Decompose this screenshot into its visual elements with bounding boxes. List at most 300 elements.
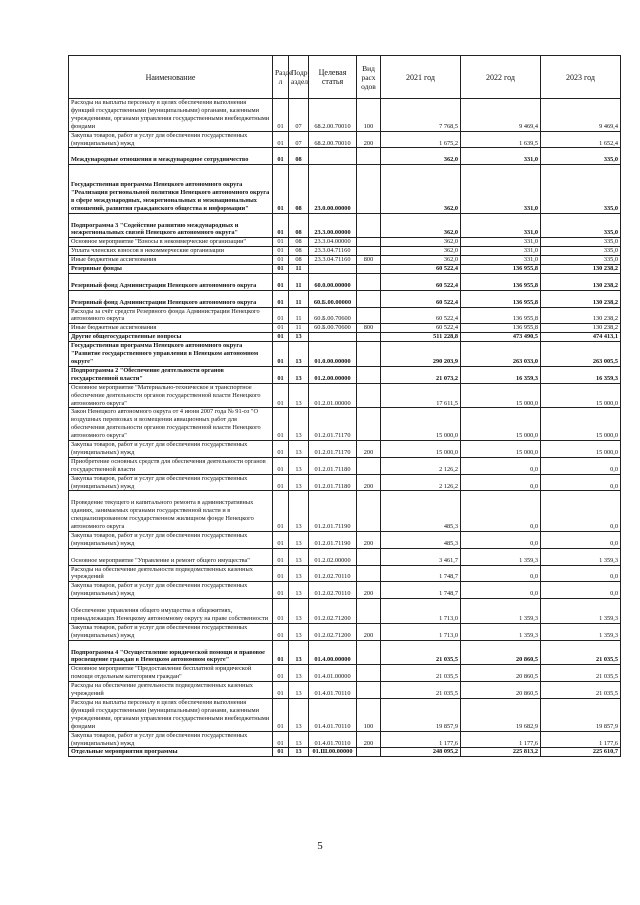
row-podrazdel: 13	[289, 565, 309, 582]
row-podrazdel: 13	[289, 531, 309, 548]
row-target-article: 01.4.00.00000	[309, 640, 357, 665]
table-row	[69, 623, 621, 640]
table-row	[69, 148, 621, 165]
row-value-2022: 0,0	[461, 491, 541, 532]
row-target-article: 01.2.02.70110	[309, 565, 357, 582]
row-expense-type	[357, 165, 381, 213]
row-podrazdel: 13	[289, 748, 309, 757]
row-value-2022: 263 033,0	[461, 342, 541, 367]
row-razdel: 01	[273, 383, 289, 408]
row-value-2022: 20 860,5	[461, 682, 541, 699]
row-podrazdel: 08	[289, 238, 309, 247]
row-value-2023: 15 000,0	[541, 383, 621, 408]
row-value-2022: 1 639,5	[461, 131, 541, 148]
row-value-2022: 15 000,0	[461, 408, 541, 441]
table-row	[69, 383, 621, 408]
row-name: Обеспечение управления общего имущества в общежитиях, принадлежащих Ненецкому автономному округу на праве собственности	[69, 599, 273, 624]
row-name: Подпрограмма 4 "Осуществление юридической помощи и правовое просвещение граждан в Ненецком автономном округе"	[69, 640, 273, 665]
row-target-article: 01.2.01.71170	[309, 408, 357, 441]
row-expense-type	[357, 640, 381, 665]
row-target-article: 68.2.00.70010	[309, 99, 357, 132]
row-value-2022: 0,0	[461, 457, 541, 474]
row-target-article: 23.0.00.00000	[309, 165, 357, 213]
row-value-2023: 263 005,5	[541, 342, 621, 367]
row-value-2022: 1 177,6	[461, 731, 541, 748]
row-value-2021: 2 126,2	[381, 457, 461, 474]
row-razdel: 01	[273, 366, 289, 383]
row-value-2021: 60 522,4	[381, 307, 461, 324]
row-expense-type: 200	[357, 531, 381, 548]
table-row	[69, 457, 621, 474]
row-name: Резервный фонд Администрации Ненецкого автономного округа	[69, 290, 273, 307]
row-podrazdel: 13	[289, 408, 309, 441]
row-name: Основное мероприятие "Материально-техническое и транспортное обеспечение деятельности органов государственной власти Ненецкого автономного округа"	[69, 383, 273, 408]
row-razdel: 01	[273, 290, 289, 307]
row-name: Расходы на выплаты персоналу в целях обеспечения выполнения функций государственными (муниципальными) органами, казенными учреждениями, органами управления государственными внебюджетными фондами	[69, 699, 273, 732]
row-razdel: 01	[273, 247, 289, 256]
row-razdel: 01	[273, 99, 289, 132]
table-row	[69, 699, 621, 732]
table-row	[69, 665, 621, 682]
row-value-2022: 15 000,0	[461, 441, 541, 458]
row-razdel: 01	[273, 474, 289, 491]
row-podrazdel: 13	[289, 441, 309, 458]
row-podrazdel: 13	[289, 548, 309, 565]
row-value-2023: 335,0	[541, 238, 621, 247]
row-razdel: 01	[273, 342, 289, 367]
row-expense-type	[357, 342, 381, 367]
row-target-article: 01.2.02.71200	[309, 623, 357, 640]
row-target-article: 01.4.01.00000	[309, 665, 357, 682]
row-name: Расходы на обеспечение деятельности подведомственных казенных учреждений	[69, 682, 273, 699]
row-target-article: 60.Б.00.00000	[309, 290, 357, 307]
row-target-article: 68.2.00.70010	[309, 131, 357, 148]
row-value-2021: 1 713,0	[381, 623, 461, 640]
row-razdel: 01	[273, 213, 289, 238]
row-expense-type	[357, 665, 381, 682]
table-row	[69, 342, 621, 367]
row-expense-type: 100	[357, 699, 381, 732]
row-value-2021: 362,0	[381, 213, 461, 238]
table-row	[69, 290, 621, 307]
table-row	[69, 238, 621, 247]
page-number: 5	[317, 840, 323, 852]
row-podrazdel: 11	[289, 324, 309, 333]
row-razdel: 01	[273, 548, 289, 565]
row-expense-type: 200	[357, 441, 381, 458]
row-target-article: 01.2.02.00000	[309, 548, 357, 565]
row-value-2021: 15 000,0	[381, 408, 461, 441]
row-razdel: 01	[273, 665, 289, 682]
row-name: Расходы на обеспечение деятельности подведомственных казенных учреждений	[69, 565, 273, 582]
row-value-2022: 225 813,2	[461, 748, 541, 757]
header-expense-type: Вид расх одов	[357, 56, 381, 99]
row-razdel: 01	[273, 307, 289, 324]
row-value-2023: 9 469,4	[541, 99, 621, 132]
row-razdel: 01	[273, 441, 289, 458]
table-row	[69, 441, 621, 458]
row-name: Основное мероприятие "Предоставление бесплатной юридической помощи отдельным категориям граждан"	[69, 665, 273, 682]
row-expense-type: 800	[357, 324, 381, 333]
row-name: Государственная программа Ненецкого автономного округа "Развитие государственного управления в Ненецком автономном округе"	[69, 342, 273, 367]
row-value-2023: 21 035,5	[541, 682, 621, 699]
row-podrazdel: 08	[289, 213, 309, 238]
row-value-2021: 290 203,9	[381, 342, 461, 367]
row-value-2023: 130 238,2	[541, 273, 621, 290]
row-name: Государственная программа Ненецкого автономного округа "Реализация региональной политики Ненецкого автономного округа в сфере международных, межрегиональных и межнациональных отношений, развития гражданского общества и информации"	[69, 165, 273, 213]
row-value-2022: 136 955,8	[461, 324, 541, 333]
row-razdel: 01	[273, 599, 289, 624]
row-value-2021: 60 522,4	[381, 265, 461, 274]
row-podrazdel: 11	[289, 273, 309, 290]
row-razdel: 01	[273, 640, 289, 665]
row-expense-type	[357, 265, 381, 274]
row-value-2023: 0,0	[541, 474, 621, 491]
row-expense-type	[357, 682, 381, 699]
row-name: Уплата членских взносов в некоммерческие организации	[69, 247, 273, 256]
row-value-2022: 331,0	[461, 238, 541, 247]
row-razdel: 01	[273, 165, 289, 213]
row-target-article: 01.4.01.70110	[309, 699, 357, 732]
row-value-2022: 136 955,8	[461, 265, 541, 274]
row-value-2021: 485,3	[381, 491, 461, 532]
table-row	[69, 265, 621, 274]
table-row	[69, 408, 621, 441]
row-target-article: 01.2.01.00000	[309, 383, 357, 408]
row-value-2021: 7 768,5	[381, 99, 461, 132]
row-value-2023: 0,0	[541, 491, 621, 532]
row-razdel: 01	[273, 265, 289, 274]
row-podrazdel: 13	[289, 682, 309, 699]
row-expense-type: 800	[357, 256, 381, 265]
table-row	[69, 333, 621, 342]
row-value-2021: 17 611,5	[381, 383, 461, 408]
row-target-article: 23.3.04.71160	[309, 256, 357, 265]
row-razdel: 01	[273, 731, 289, 748]
row-value-2023: 1 359,3	[541, 548, 621, 565]
row-podrazdel: 13	[289, 599, 309, 624]
row-name: Подпрограмма 2 "Обеспечение деятельности органов государственной власти"	[69, 366, 273, 383]
row-expense-type	[357, 366, 381, 383]
row-expense-type: 200	[357, 731, 381, 748]
row-podrazdel: 13	[289, 582, 309, 599]
table-row	[69, 99, 621, 132]
row-value-2023: 1 359,3	[541, 599, 621, 624]
row-value-2023: 21 035,5	[541, 640, 621, 665]
row-value-2022: 1 359,3	[461, 599, 541, 624]
row-value-2021: 1 748,7	[381, 565, 461, 582]
row-value-2023: 130 238,2	[541, 265, 621, 274]
header-year-2023: 2023 год	[541, 56, 621, 99]
row-expense-type: 100	[357, 99, 381, 132]
row-value-2023: 0,0	[541, 565, 621, 582]
row-name: Закупка товаров, работ и услуг для обеспечения государственных (муниципальных) нужд	[69, 582, 273, 599]
row-name: Приобретение основных средств для обеспечения деятельности органов государственной власти	[69, 457, 273, 474]
row-razdel: 01	[273, 623, 289, 640]
row-name: Закупка товаров, работ и услуг для обеспечения государственных (муниципальных) нужд	[69, 131, 273, 148]
row-name: Расходы за счёт средств Резервного фонда Администрации Ненецкого автономного округа	[69, 307, 273, 324]
table-header-row	[69, 56, 621, 99]
row-target-article: 01.2.02.71200	[309, 599, 357, 624]
row-target-article: 60.0.00.00000	[309, 273, 357, 290]
row-value-2021: 1 675,2	[381, 131, 461, 148]
header-name: Наименование	[69, 56, 273, 99]
row-expense-type	[357, 408, 381, 441]
row-razdel: 01	[273, 131, 289, 148]
row-target-article: 01.2.01.71190	[309, 531, 357, 548]
row-razdel: 01	[273, 408, 289, 441]
row-name: Резервный фонд Администрации Ненецкого автономного округа	[69, 273, 273, 290]
row-target-article: 23.3.04.71160	[309, 247, 357, 256]
row-name: Закупка товаров, работ и услуг для обеспечения государственных (муниципальных) нужд	[69, 474, 273, 491]
row-name: Международные отношения и международное сотрудничество	[69, 148, 273, 165]
row-podrazdel: 13	[289, 623, 309, 640]
row-razdel: 01	[273, 531, 289, 548]
table-row	[69, 307, 621, 324]
row-value-2022: 136 955,8	[461, 273, 541, 290]
table-row	[69, 531, 621, 548]
row-value-2021: 362,0	[381, 247, 461, 256]
row-expense-type	[357, 383, 381, 408]
row-razdel: 01	[273, 565, 289, 582]
row-razdel: 01	[273, 333, 289, 342]
row-value-2022: 0,0	[461, 531, 541, 548]
row-expense-type	[357, 748, 381, 757]
row-value-2021: 19 857,9	[381, 699, 461, 732]
table-row	[69, 324, 621, 333]
row-podrazdel: 11	[289, 307, 309, 324]
row-podrazdel: 08	[289, 247, 309, 256]
row-razdel: 01	[273, 256, 289, 265]
row-target-article	[309, 333, 357, 342]
row-razdel: 01	[273, 682, 289, 699]
table-row	[69, 273, 621, 290]
row-podrazdel: 13	[289, 383, 309, 408]
table-row	[69, 474, 621, 491]
row-podrazdel: 13	[289, 457, 309, 474]
row-razdel: 01	[273, 238, 289, 247]
row-value-2022: 16 359,3	[461, 366, 541, 383]
row-value-2023: 16 359,3	[541, 366, 621, 383]
row-razdel: 01	[273, 273, 289, 290]
row-value-2021: 248 095,2	[381, 748, 461, 757]
row-value-2023: 130 238,2	[541, 290, 621, 307]
row-expense-type	[357, 565, 381, 582]
row-name: Проведение текущего и капитального ремонта в административных зданиях, занимаемых органами государственной власти и в специализированном государственном жилищном фонде Ненецкого автономного округа	[69, 491, 273, 532]
row-value-2023: 335,0	[541, 148, 621, 165]
row-value-2022: 1 359,3	[461, 548, 541, 565]
row-value-2021: 1 177,6	[381, 731, 461, 748]
table-row	[69, 548, 621, 565]
row-name: Отдельные мероприятия программы	[69, 748, 273, 757]
row-value-2021: 21 073,2	[381, 366, 461, 383]
row-target-article: 01.4.01.70110	[309, 731, 357, 748]
row-expense-type	[357, 491, 381, 532]
row-value-2022: 0,0	[461, 474, 541, 491]
row-value-2021: 1 713,0	[381, 599, 461, 624]
row-podrazdel: 13	[289, 640, 309, 665]
header-year-2021: 2021 год	[381, 56, 461, 99]
header-podrazdel: Подр аздел	[289, 56, 309, 99]
row-value-2021: 21 035,5	[381, 640, 461, 665]
row-razdel: 01	[273, 148, 289, 165]
row-value-2022: 331,0	[461, 256, 541, 265]
row-value-2023: 21 035,5	[541, 665, 621, 682]
table-row	[69, 256, 621, 265]
row-value-2021: 485,3	[381, 531, 461, 548]
row-value-2021: 21 035,5	[381, 682, 461, 699]
row-expense-type	[357, 457, 381, 474]
row-podrazdel: 13	[289, 333, 309, 342]
row-podrazdel: 13	[289, 665, 309, 682]
table-row	[69, 731, 621, 748]
row-name: Резервные фонды	[69, 265, 273, 274]
row-value-2022: 136 955,8	[461, 290, 541, 307]
table-row	[69, 491, 621, 532]
table-row	[69, 582, 621, 599]
row-value-2023: 0,0	[541, 531, 621, 548]
row-razdel: 01	[273, 699, 289, 732]
row-value-2021: 362,0	[381, 165, 461, 213]
row-value-2021: 362,0	[381, 148, 461, 165]
row-podrazdel: 08	[289, 165, 309, 213]
row-value-2023: 1 177,6	[541, 731, 621, 748]
table-body	[69, 99, 621, 757]
row-value-2022: 20 860,5	[461, 665, 541, 682]
row-podrazdel: 07	[289, 99, 309, 132]
table-row	[69, 640, 621, 665]
row-value-2022: 331,0	[461, 148, 541, 165]
row-name: Основное мероприятие "Управление и ремонт общего имущества"	[69, 548, 273, 565]
row-target-article: 23.3.04.00000	[309, 238, 357, 247]
row-value-2021: 21 035,5	[381, 665, 461, 682]
row-value-2022: 331,0	[461, 213, 541, 238]
row-value-2023: 15 000,0	[541, 408, 621, 441]
row-podrazdel: 11	[289, 265, 309, 274]
table-row	[69, 366, 621, 383]
header-year-2022: 2022 год	[461, 56, 541, 99]
row-value-2022: 20 860,5	[461, 640, 541, 665]
row-razdel: 01	[273, 324, 289, 333]
row-expense-type	[357, 213, 381, 238]
row-podrazdel: 13	[289, 366, 309, 383]
row-value-2023: 335,0	[541, 247, 621, 256]
row-value-2021: 1 748,7	[381, 582, 461, 599]
row-value-2023: 335,0	[541, 165, 621, 213]
row-expense-type: 200	[357, 474, 381, 491]
row-razdel: 01	[273, 491, 289, 532]
row-value-2022: 473 490,5	[461, 333, 541, 342]
row-podrazdel: 13	[289, 491, 309, 532]
row-target-article: 01.2.01.71170	[309, 441, 357, 458]
row-name: Иные бюджетные ассигнования	[69, 256, 273, 265]
row-name: Закон Ненецкого автономного округа от 4 июня 2007 года № 91-оз "О воздушных перевозках и возмещении авиационных работ для обеспечения деятельности органов государственной власти Ненецкого автономного округа"	[69, 408, 273, 441]
row-podrazdel: 07	[289, 131, 309, 148]
budget-table	[68, 55, 621, 757]
row-value-2021: 511 228,8	[381, 333, 461, 342]
row-target-article: 01.0.00.00000	[309, 342, 357, 367]
row-podrazdel: 08	[289, 148, 309, 165]
row-expense-type: 200	[357, 582, 381, 599]
row-value-2023: 335,0	[541, 213, 621, 238]
row-podrazdel: 13	[289, 474, 309, 491]
row-value-2021: 2 126,2	[381, 474, 461, 491]
row-podrazdel: 13	[289, 342, 309, 367]
table-row	[69, 682, 621, 699]
row-expense-type: 200	[357, 131, 381, 148]
table-row	[69, 165, 621, 213]
row-target-article: 01.2.00.00000	[309, 366, 357, 383]
row-name: Подпрограмма 3 "Содействие развитию международных и межрегиональных связей Ненецкого автономного округа"	[69, 213, 273, 238]
row-value-2022: 136 955,8	[461, 307, 541, 324]
row-podrazdel: 08	[289, 256, 309, 265]
row-razdel: 01	[273, 582, 289, 599]
row-value-2022: 331,0	[461, 165, 541, 213]
row-name: Иные бюджетные ассигнования	[69, 324, 273, 333]
row-podrazdel: 13	[289, 699, 309, 732]
row-value-2022: 331,0	[461, 247, 541, 256]
row-target-article: 60.Б.00.70600	[309, 324, 357, 333]
table-row	[69, 748, 621, 757]
row-value-2023: 15 000,0	[541, 441, 621, 458]
row-name: Закупка товаров, работ и услуг для обеспечения государственных (муниципальных) нужд	[69, 531, 273, 548]
row-value-2022: 1 359,3	[461, 623, 541, 640]
row-expense-type	[357, 307, 381, 324]
row-value-2022: 0,0	[461, 565, 541, 582]
row-value-2022: 9 469,4	[461, 99, 541, 132]
row-expense-type	[357, 247, 381, 256]
row-expense-type	[357, 548, 381, 565]
table-row	[69, 565, 621, 582]
row-name: Другие общегосударственные вопросы	[69, 333, 273, 342]
row-expense-type	[357, 599, 381, 624]
row-target-article: 01.2.01.71180	[309, 457, 357, 474]
row-target-article: 01.2.02.70110	[309, 582, 357, 599]
row-name: Закупка товаров, работ и услуг для обеспечения государственных (муниципальных) нужд	[69, 731, 273, 748]
row-target-article	[309, 148, 357, 165]
row-value-2022: 19 682,9	[461, 699, 541, 732]
row-value-2023: 130 238,2	[541, 307, 621, 324]
row-value-2023: 1 652,4	[541, 131, 621, 148]
row-value-2021: 60 522,4	[381, 273, 461, 290]
row-name: Основное мероприятие "Взносы в некоммерческие организации"	[69, 238, 273, 247]
header-razdel: Разде л	[273, 56, 289, 99]
row-target-article: 60.Б.00.70600	[309, 307, 357, 324]
row-expense-type	[357, 238, 381, 247]
row-value-2023: 335,0	[541, 256, 621, 265]
row-value-2021: 3 461,7	[381, 548, 461, 565]
row-podrazdel: 11	[289, 290, 309, 307]
row-expense-type	[357, 148, 381, 165]
row-target-article: 01.2.01.71180	[309, 474, 357, 491]
row-value-2023: 1 359,3	[541, 623, 621, 640]
row-razdel: 01	[273, 748, 289, 757]
row-value-2021: 362,0	[381, 256, 461, 265]
row-razdel: 01	[273, 457, 289, 474]
row-expense-type	[357, 273, 381, 290]
row-expense-type: 200	[357, 623, 381, 640]
row-expense-type	[357, 290, 381, 307]
row-expense-type	[357, 333, 381, 342]
row-name: Закупка товаров, работ и услуг для обеспечения государственных (муниципальных) нужд	[69, 441, 273, 458]
row-value-2021: 362,0	[381, 238, 461, 247]
row-value-2023: 0,0	[541, 457, 621, 474]
row-value-2023: 0,0	[541, 582, 621, 599]
table-row	[69, 247, 621, 256]
table-row	[69, 599, 621, 624]
row-value-2022: 0,0	[461, 582, 541, 599]
row-value-2021: 60 522,4	[381, 290, 461, 307]
